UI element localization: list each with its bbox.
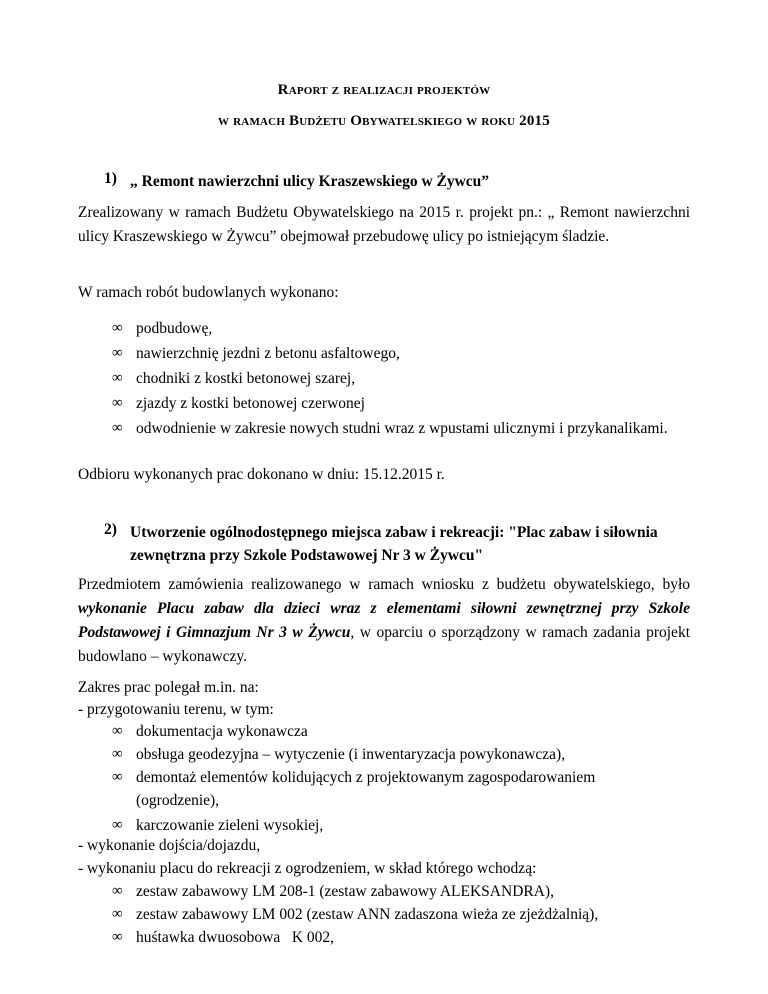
list-item: ∞ zestaw zabawowy LM 002 (zestaw ANN zadaszona wieża ze zjeżdżalnią), bbox=[78, 903, 690, 926]
section2-intro: Przedmiotem zamówienia realizowanego w ramach wniosku z budżetu obywatelskiego, było wykonanie Placu zabaw dla dzieci wraz z elementami siłowni zewnętrznej przy Szkole Podstawowej i Gimnazjum Nr 3 w Żywcu, w oparciu o sporządzony w ramach zadania projekt budowlano – wykonawczy. bbox=[78, 576, 690, 665]
infinity-bullet-icon: ∞ bbox=[112, 345, 123, 361]
section2-prep-label: - przygotowaniu terenu, w tym: bbox=[78, 701, 274, 718]
list-item: ∞ zjazdy z kostki betonowej czerwonej bbox=[78, 391, 690, 416]
list-item: ∞ odwodnienie w zakresie nowych studni wraz z wpustami ulicznymi i przykanalikami. bbox=[78, 416, 690, 441]
infinity-bullet-icon: ∞ bbox=[112, 769, 123, 785]
list-item: ∞ obsługa geodezyjna – wytyczenie (i inwentaryzacja powykonawcza), bbox=[78, 743, 690, 766]
report-title-line2: w ramach Budżetu Obywatelskiego w roku 2015 bbox=[218, 113, 550, 129]
infinity-bullet-icon: ∞ bbox=[112, 320, 123, 336]
infinity-bullet-icon: ∞ bbox=[112, 883, 123, 899]
section1-acceptance: Odbioru wykonanych prac dokonano w dniu: 15.12.2015 r. bbox=[78, 466, 445, 483]
infinity-bullet-icon: ∞ bbox=[112, 395, 123, 411]
infinity-bullet-icon: ∞ bbox=[112, 929, 123, 945]
list-item: ∞ podbudowę, bbox=[78, 316, 690, 341]
list-item: ∞ zestaw zabawowy LM 208-1 (zestaw zabawowy ALEKSANDRA), bbox=[78, 880, 690, 903]
list-item: ∞ dokumentacja wykonawcza bbox=[78, 720, 690, 743]
section1-intro: Zrealizowany w ramach Budżetu Obywatelskiego na 2015 r. projekt pn.: „ Remont nawierzchni ulicy Kraszewskiego w Żywcu” obejmował przebudowę ulicy po istniejącym śladzie. bbox=[78, 204, 690, 245]
list-item: ∞ huśtawka dwuosobowa K 002, bbox=[78, 926, 690, 949]
section2-playground-label: - wykonaniu placu do rekreacji z ogrodzeniem, w skład którego wchodzą: bbox=[78, 860, 537, 877]
infinity-bullet-icon: ∞ bbox=[112, 420, 123, 436]
list-item: ∞ nawierzchnię jezdni z betonu asfaltowego, bbox=[78, 341, 690, 366]
list-item: ∞ chodniki z kostki betonowej szarej, bbox=[78, 366, 690, 391]
section2-playground-list bbox=[78, 880, 690, 949]
list-item: ∞ karczowanie zieleni wysokiej, bbox=[78, 814, 690, 837]
infinity-bullet-icon: ∞ bbox=[112, 746, 123, 762]
infinity-bullet-icon: ∞ bbox=[112, 906, 123, 922]
section2-prep-list bbox=[78, 720, 690, 837]
infinity-bullet-icon: ∞ bbox=[112, 723, 123, 739]
section2-access-label: - wykonanie dojścia/dojazdu, bbox=[78, 837, 261, 854]
section2-scope-label: Zakres prac polegał m.in. na: bbox=[78, 679, 259, 696]
section1-works-label: W ramach robót budowlanych wykonano: bbox=[78, 284, 339, 301]
infinity-bullet-icon: ∞ bbox=[112, 370, 123, 386]
report-title-line1: Raport z realizacji projektów bbox=[277, 82, 491, 98]
list-item: ∞ demontaż elementów kolidujących z projektowanym zagospodarowaniem (ogrodzenie), bbox=[78, 766, 690, 814]
section1-works-list bbox=[78, 316, 690, 441]
infinity-bullet-icon: ∞ bbox=[112, 817, 123, 833]
